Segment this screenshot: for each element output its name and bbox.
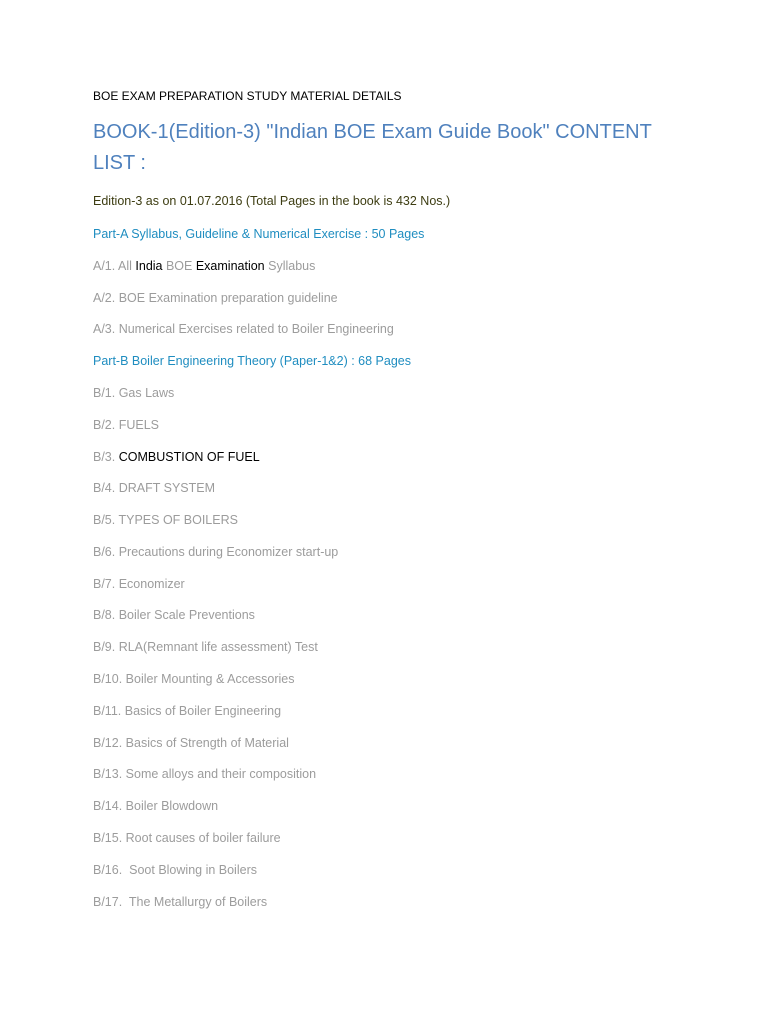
list-item-b3: [93, 449, 260, 465]
list-item-a1-prefix: A/1. All: [93, 259, 136, 273]
list-item-b13: B/13. Some alloys and their composition: [93, 767, 317, 781]
list-item-b11: B/11. Basics of Boiler Engineering: [93, 704, 282, 718]
list-item-a1-india: India: [135, 259, 163, 273]
list-item-b1: B/1. Gas Laws: [93, 386, 175, 400]
edition-note: Edition-3 as on 01.07.2016 (Total Pages in the book is 432 Nos.): [93, 194, 451, 208]
list-item-b15: B/15. Root causes of boiler failure: [93, 831, 281, 845]
list-item-b16: B/16. Soot Blowing in Boilers: [93, 863, 257, 877]
list-item-b14: B/14. Boiler Blowdown: [93, 799, 219, 813]
list-item-a1-boe: BOE: [162, 259, 196, 273]
part-b-heading: Part-B Boiler Engineering Theory (Paper-1&2) : 68 Pages: [93, 354, 411, 368]
list-item-b17: B/17. The Metallurgy of Boilers: [93, 895, 268, 909]
part-a-heading: Part-A Syllabus, Guideline & Numerical Exercise : 50 Pages: [93, 227, 425, 241]
list-item-b6: B/6. Precautions during Economizer start-up: [93, 545, 339, 559]
document-heading: BOE EXAM PREPARATION STUDY MATERIAL DETAILS: [93, 89, 402, 103]
list-item-b9: B/9. RLA(Remnant life assessment) Test: [93, 640, 318, 654]
list-item-b3-label: COMBUSTION OF FUEL: [118, 450, 260, 464]
list-item-a2: A/2. BOE Examination preparation guideline: [93, 291, 338, 305]
list-item-b5: B/5. TYPES OF BOILERS: [93, 513, 238, 527]
list-item-b12: B/12. Basics of Strength of Material: [93, 736, 289, 750]
list-item-a1-examination: Examination: [195, 259, 265, 273]
list-item-b10: B/10. Boiler Mounting & Accessories: [93, 672, 295, 686]
list-item-b3-prefix: B/3.: [93, 450, 119, 464]
list-item-b4: B/4. DRAFT SYSTEM: [93, 481, 216, 495]
list-item-b8: B/8. Boiler Scale Preventions: [93, 608, 255, 622]
document-title: BOOK-1(Edition-3) "Indian BOE Exam Guide Book" CONTENT LIST :: [93, 121, 652, 174]
list-item-a1-syllabus: Syllabus: [264, 259, 316, 273]
list-item-b7: B/7. Economizer: [93, 577, 185, 591]
list-item-b2: B/2. FUELS: [93, 418, 159, 432]
list-item-a3: A/3. Numerical Exercises related to Boiler Engineering: [93, 322, 394, 336]
list-item-a1: [93, 258, 315, 274]
